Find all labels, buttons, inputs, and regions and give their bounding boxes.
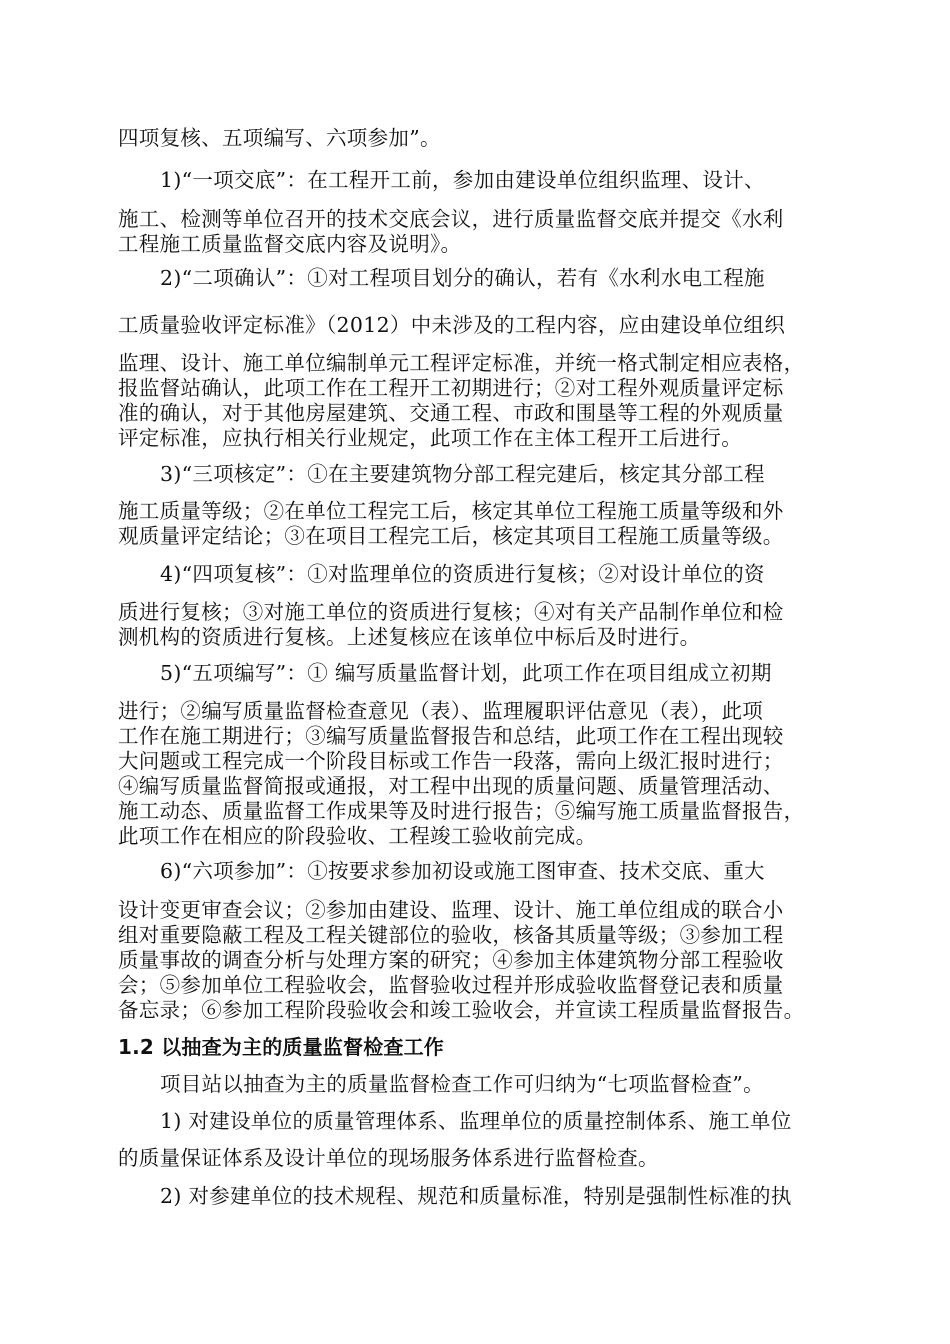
- paragraph-line: 组对重要隐蔽工程及工程关键部位的验收，核备其质量等级；③参加工程: [118, 923, 784, 947]
- paragraph-line: 3)“三项核定”：①在主要建筑物分部工程完建后，核定其分部工程: [160, 462, 765, 486]
- paragraph-line: 施工、检测等单位召开的技术交底会议，进行质量监督交底并提交《水利: [118, 207, 784, 231]
- paragraph-line: 1) 对建设单位的质量管理体系、监理单位的质量控制体系、施工单位: [160, 1109, 792, 1133]
- paragraph-line: 四项复核、五项编写、六项参加”。: [118, 126, 441, 150]
- paragraph-line: 2)“二项确认”：①对工程项目划分的确认，若有《水利水电工程施: [160, 266, 765, 290]
- paragraph-line: 质量事故的调查分析与处理方案的研究；④参加主体建筑物分部工程验收: [118, 948, 784, 972]
- paragraph-line: 会；⑤参加单位工程验收会，监督验收过程并形成验收监督登记表和质量: [118, 973, 784, 997]
- paragraph-line: 监理、设计、施工单位编制单元工程评定标准，并统一格式制定相应表格，: [118, 351, 805, 375]
- paragraph-line: 施工质量等级；②在单位工程完工后，核定其单位工程施工质量等级和外: [118, 499, 784, 523]
- paragraph-line: 工作在施工期进行；③编写质量监督报告和总结，此项工作在工程出现较: [118, 724, 784, 748]
- section-heading: 1.2 以抽查为主的质量监督检查工作: [118, 1035, 444, 1059]
- paragraph-line: 此项工作在相应的阶段验收、工程竣工验收前完成。: [118, 824, 597, 848]
- paragraph-line: 准的确认，对于其他房屋建筑、交通工程、市政和围垦等工程的外观质量: [118, 401, 784, 425]
- paragraph-line: 报监督站确认，此项工作在工程开工初期进行；②对工程外观质量评定标: [118, 376, 784, 400]
- paragraph-line: 测机构的资质进行复核。上述复核应在该单位中标后及时进行。: [118, 625, 701, 649]
- paragraph-line: 2) 对参建单位的技术规程、规范和质量标准，特别是强制性标准的执: [160, 1184, 792, 1208]
- paragraph-line: 工程施工质量监督交底内容及说明》。: [118, 232, 462, 256]
- paragraph-line: ④编写质量监督简报或通报，对工程中出现的质量问题、质量管理活动、: [118, 774, 784, 798]
- paragraph-line: 项目站以抽查为主的质量监督检查工作可归纳为“七项监督检查”。: [160, 1072, 764, 1096]
- paragraph-line: 1)“一项交底”：在工程开工前，参加由建设单位组织监理、设计、: [160, 168, 765, 192]
- paragraph-line: 6)“六项参加”：①按要求参加初设或施工图审查、技术交底、重大: [160, 859, 765, 883]
- paragraph-line: 大问题或工程完成一个阶段目标或工作告一段落，需向上级汇报时进行；: [118, 749, 784, 773]
- paragraph-line: 观质量评定结论；③在项目工程完工后，核定其项目工程施工质量等级。: [118, 524, 784, 548]
- paragraph-line: 质进行复核；③对施工单位的资质进行复核；④对有关产品制作单位和检: [118, 600, 784, 624]
- paragraph-line: 4)“四项复核”：①对监理单位的资质进行复核；②对设计单位的资: [160, 562, 765, 586]
- paragraph-line: 工质量验收评定标准》（2012）中未涉及的工程内容，应由建设单位组织: [118, 313, 786, 337]
- paragraph-line: 施工动态、质量监督工作成果等及时进行报告；⑤编写施工质量监督报告，: [118, 799, 805, 823]
- paragraph-line: 进行；②编写质量监督检查意见（表）、监理履职评估意见（表），此项: [118, 699, 764, 723]
- paragraph-line: 5)“五项编写”：① 编写质量监督计划，此项工作在项目组成立初期: [160, 661, 772, 685]
- paragraph-line: 设计变更审查会议；②参加由建设、监理、设计、施工单位组成的联合小: [118, 898, 784, 922]
- paragraph-line: 备忘录；⑥参加工程阶段验收会和竣工验收会，并宣读工程质量监督报告。: [118, 998, 805, 1022]
- paragraph-line: 评定标准，应执行相关行业规定，此项工作在主体工程开工后进行。: [118, 426, 742, 450]
- paragraph-line: 的质量保证体系及设计单位的现场服务体系进行监督检查。: [118, 1146, 659, 1170]
